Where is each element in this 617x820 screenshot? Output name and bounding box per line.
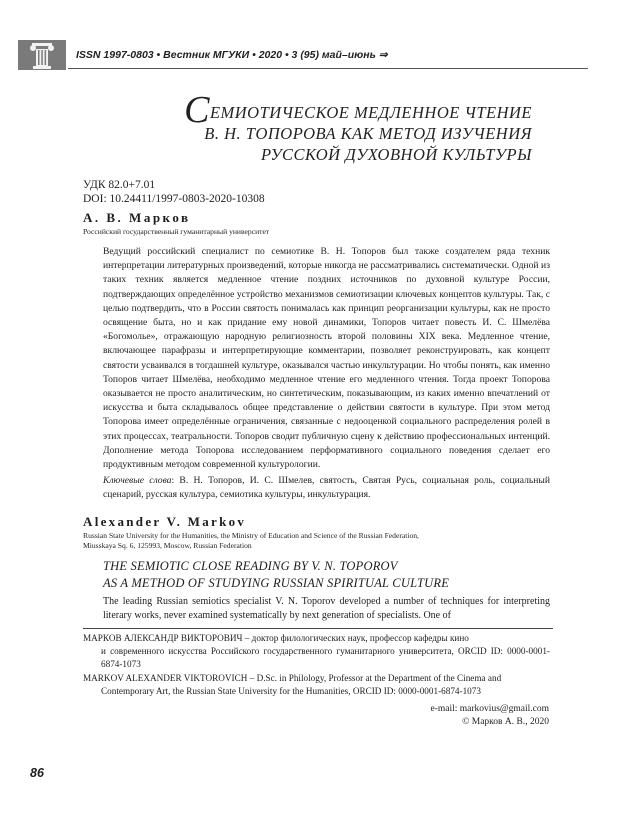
udk: УДК 82.0+7.01 — [83, 179, 156, 191]
author-email[interactable]: e-mail: markovius@gmail.com — [430, 704, 549, 714]
footnote-ru-name: МАРКОВ АЛЕКСАНДР ВИКТОРОВИЧ — [83, 633, 243, 643]
copyright: © Марков А. В., 2020 — [462, 717, 549, 727]
doi: DOI: 10.24411/1997-0803-2020-10308 — [83, 193, 265, 205]
title-line-2: В. Н. ТОПОРОВА КАК МЕТОД ИЗУЧЕНИЯ — [204, 124, 532, 143]
author-en: Alexander V. Markov — [83, 514, 247, 529]
footnote-author-ru: МАРКОВ АЛЕКСАНДР ВИКТОРОВИЧ – доктор филологических наук, профессор кафедры кино и современного искусства Российского государственного гуманитарного университета, ORCID ID: 0000-0001-6874-1073 — [83, 633, 550, 669]
contact-block — [431, 703, 550, 729]
footnote-author-en: MARKOV ALEXANDER VIKTOROVICH – D.Sc. in Philology, Professor at the Department of the Cinema and Contemporary Art, the Russian State University for the Humanities, ORCID ID: 0000-0001-6874-1073 — [83, 673, 502, 696]
article-title-en: THE SEMIOTIC CLOSE READING BY V. N. TOPOROV AS A METHOD OF STUDYING RUSSIAN SPIRITUAL CULTURE — [103, 559, 450, 590]
abstract-en: The leading Russian semiotics specialist V. N. Toporov developed a number of techniques for interpreting literary works, never examined systematically by next generation of specialists. One of — [103, 596, 550, 621]
column-logo-icon — [18, 40, 66, 70]
affiliation-en: Russian State University for the Humanities, the Ministry of Education and Science of the Russian Federation, Miusskaya Sq. 6, 125993, Moscow, Russian Federation — [83, 531, 419, 550]
title-drop-initial: С — [184, 89, 210, 131]
footnote-rule — [83, 628, 553, 629]
page-number: 86 — [30, 766, 44, 780]
journal-info: ISSN 1997-0803 • Вестник МГУКИ • 2020 • 3 (95) май–июнь ⇒ — [76, 49, 388, 61]
footnote-en-name: MARKOV ALEXANDER VIKTOROVICH — [83, 673, 248, 683]
author-ru: А. В. Марков — [83, 210, 191, 225]
title-line-1: СЕМИОТИЧЕСКОЕ МЕДЛЕННОЕ ЧТЕНИЕ — [184, 89, 532, 131]
header-rule — [68, 68, 588, 69]
title-line-3: РУССКОЙ ДУХОВНОЙ КУЛЬТУРЫ — [261, 145, 532, 164]
keywords-label: Ключевые слова — [103, 475, 172, 486]
affiliation-ru: Российский государственный гуманитарный университет — [83, 227, 270, 236]
article-title-ru — [184, 89, 532, 165]
keywords-ru — [103, 474, 550, 502]
journal-header — [18, 40, 588, 70]
keywords-list: : В. Н. Топоров, И. С. Шмелев, святость, Святая Русь, социальная роль, социальный сценарий, русская культура, семиотика культуры, инкультурация. — [103, 475, 551, 501]
abstract-ru: Ведущий российский специалист по семиотике В. Н. Топоров был также создателем ряда техник интерпретации литературных произведений, которые никогда не рассматривались систематически. Одной из таких техник является медленное чтение поздних источников по духовной культуре России, подтверждающих определённое устройство механизмов семиотизации ключевых концептов культуры. Так, с целью подтвердить, что в России святость понималась как принцип реорганизации культуры, как не просто освящение быта, но и как придание ему новой динамики, Топоров читает повесть И. С. Шмелёва «Богомолье», отражающую народную религиозность второй половины XIX века. Медленное чтение, включающее парафразы и интерпретирующие комментарии, позволяет реконструировать, как концепт святости усваивался в тогдашней культуре, оказывался частью инкультурации. Но чтобы понять, как именно Топоров читает Шмелёва, необходимо медленное чтение его медленного чтения. Тогда проект Топорова оказывается не просто аналитическим, но синтетическим, показывающим, из каких именно впечатлений от искусства и быта складывалось общее представление о действии святости в культуре. При этом метод Топорова имеет определённые ограничения, связанные с недооценкой социального распределения ролей в этих процессах, театральности. Топоров сводит публичную сцену к действию профессиональных интенций. Дополнение метода Топорова исследованием перформативного социального поведения сделает его продуктивным методом современной культурологии. — [103, 246, 550, 471]
